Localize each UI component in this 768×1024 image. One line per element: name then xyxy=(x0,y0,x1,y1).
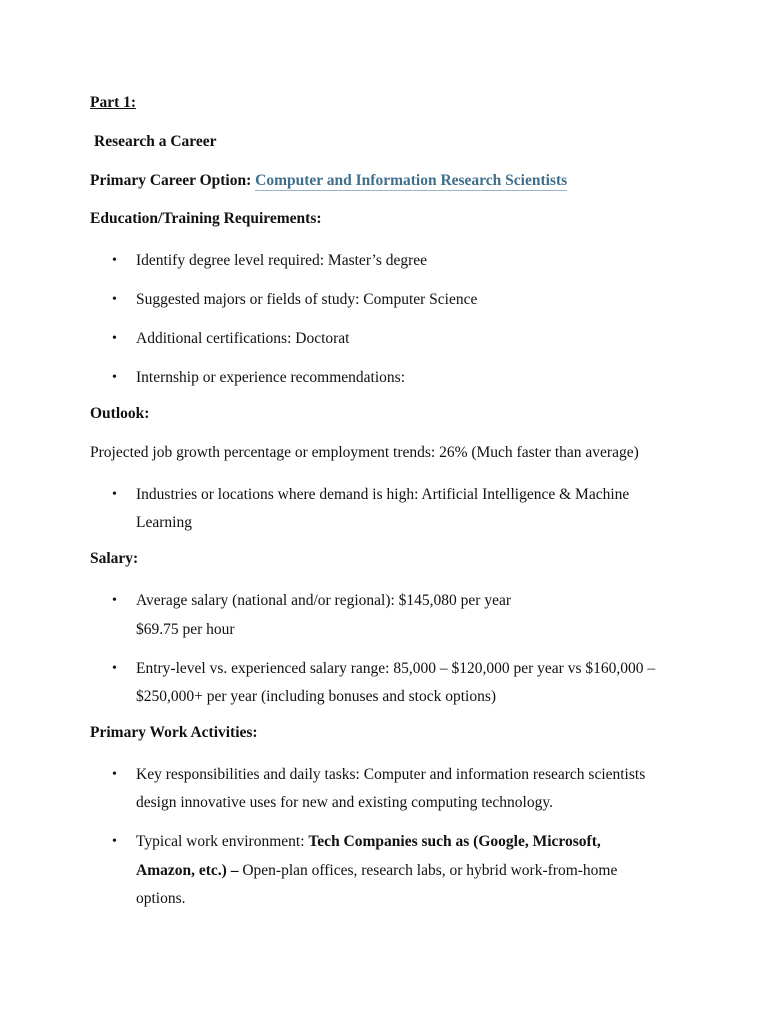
outlook-growth: Projected job growth percentage or employment trends: 26% (Much faster than average) xyxy=(90,443,639,461)
part-heading-row xyxy=(90,92,690,120)
environment-description: Open-plan offices, research labs, or hybrid work-from-home options. xyxy=(136,861,618,908)
activities-heading: Primary Work Activities: xyxy=(90,724,258,742)
document-page xyxy=(90,92,690,924)
outlook-heading-row xyxy=(90,403,690,431)
environment-companies: Tech Companies such as (Google, Microsoft, Amazon, etc.) – xyxy=(136,833,601,879)
primary-career-link[interactable]: Computer and Information Research Scientists xyxy=(255,171,568,189)
primary-career-label: Primary Career Option: xyxy=(90,171,252,189)
list-item: • Identify degree level required: Master’s degree xyxy=(90,247,690,276)
activities-heading-row xyxy=(90,722,690,750)
list-item: • Additional certifications: Doctorat xyxy=(90,325,690,354)
list-item: • Key responsibilities and daily tasks: Computer and information research scientists design innovative uses for new and existing computing technology. xyxy=(90,761,690,818)
activities-list xyxy=(90,761,690,914)
subtitle-row xyxy=(90,131,690,159)
salary-average: • Average salary (national and/or regional): $145,080 per year xyxy=(136,592,512,610)
part-heading: Part 1: xyxy=(90,94,137,111)
list-item: • Internship or experience recommendations: xyxy=(90,364,690,393)
salary-hourly: $69.75 per hour xyxy=(136,620,235,638)
environment-label: Typical work environment: xyxy=(136,833,305,851)
subtitle: Research a Career xyxy=(94,132,217,150)
salary-list xyxy=(90,587,690,712)
education-heading: Education/Training Requirements: xyxy=(90,210,322,228)
salary-heading: Salary: xyxy=(90,550,139,568)
outlook-heading: Outlook: xyxy=(90,405,150,423)
salary-heading-row xyxy=(90,548,690,576)
primary-career-row xyxy=(90,170,690,198)
list-item: • Suggested majors or fields of study: Computer Science xyxy=(90,286,690,315)
list-item: • Industries or locations where demand is high: Artificial Intelligence & Machine Learning xyxy=(90,481,690,538)
education-list xyxy=(90,247,690,393)
outlook-growth-row xyxy=(90,442,690,470)
outlook-list xyxy=(90,481,690,538)
list-item xyxy=(90,587,690,644)
list-item: • Entry-level vs. experienced salary range: 85,000 – $120,000 per year vs $160,000 – $250,000+ per year (including bonuses and stock options) xyxy=(90,655,690,712)
education-heading-row xyxy=(90,208,690,236)
list-item xyxy=(90,828,690,914)
